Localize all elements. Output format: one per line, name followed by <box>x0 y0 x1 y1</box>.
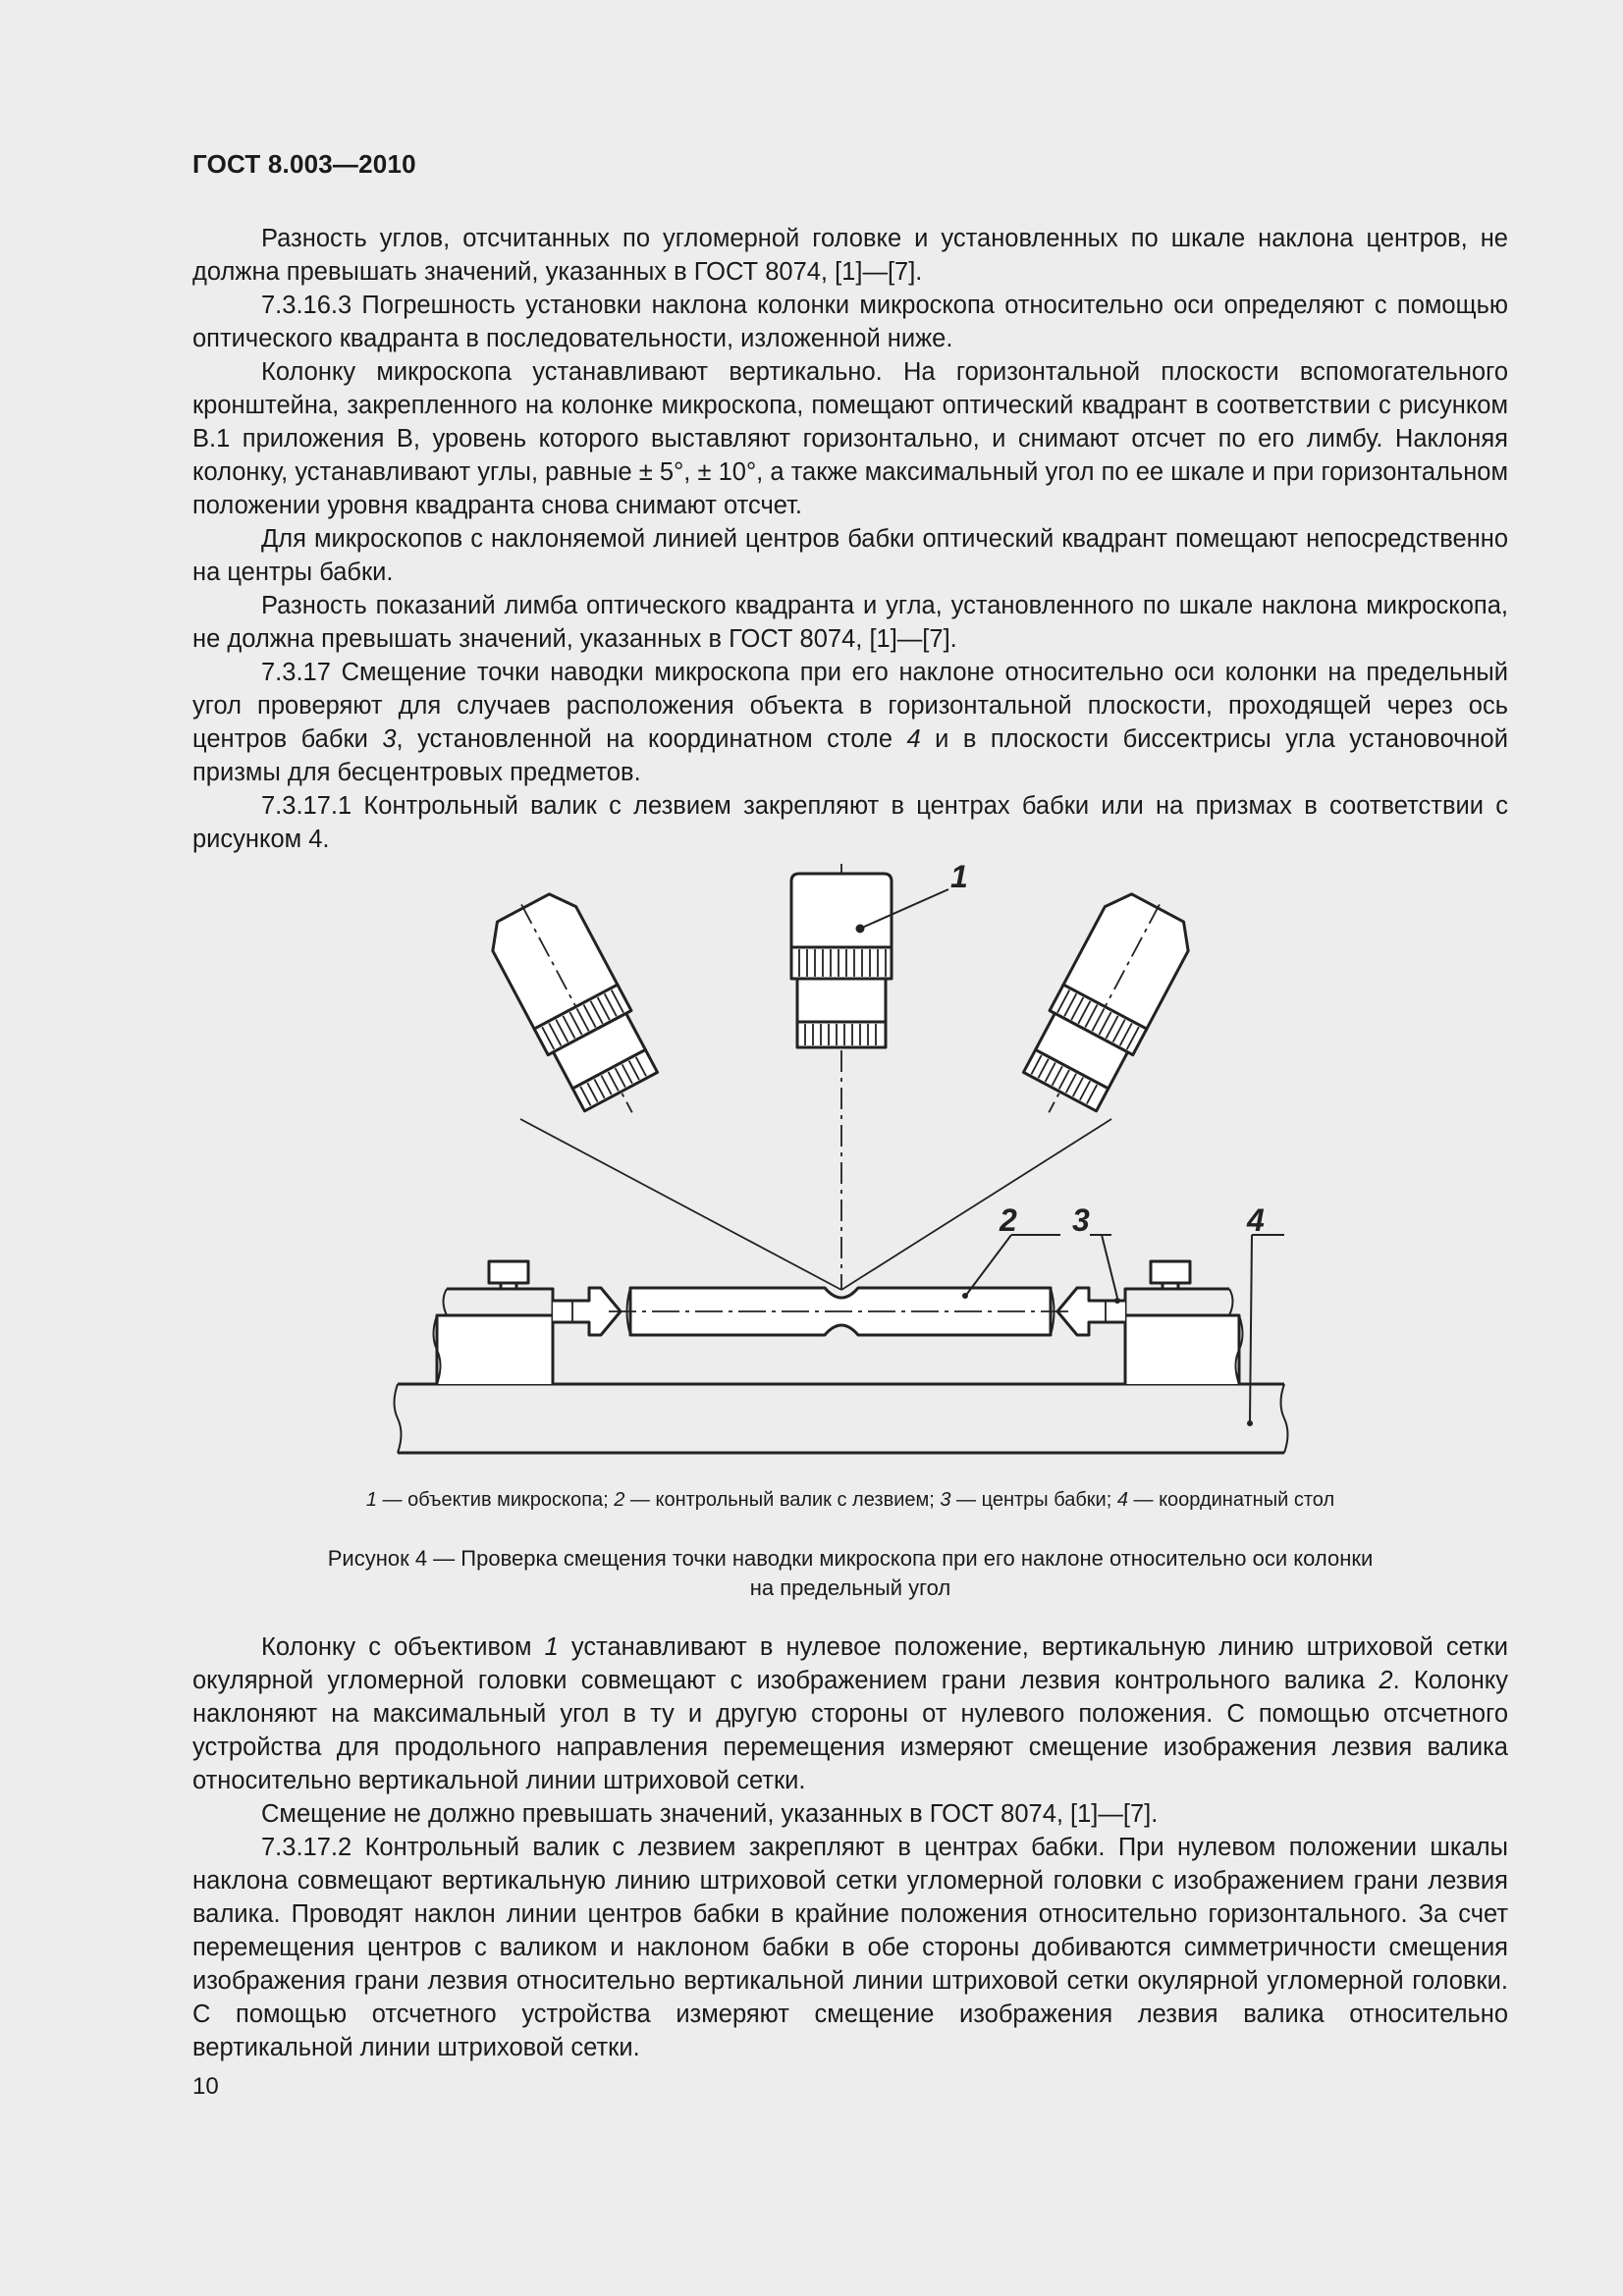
objective-left <box>480 882 674 1135</box>
paragraph-7-3-17-1: 7.3.17.1 Контрольный валик с лезвием закрепляют в центрах бабки или на призмах в соответствии с рисунком 4. <box>192 792 1508 853</box>
paragraph-7-3-17: 7.3.17 Смещение точки наводки микроскопа при его наклоне относительно оси колонки на предельный угол проверяют для случаев расположения объекта в горизонтальной плоскости, проходящей через ось центров бабки 3, установленной на координатном столе 4 и в плоскости биссектрисы угла установочной призмы для бесцентровых предметов. <box>192 659 1508 786</box>
paragraph: 7.3.16.3 Погрешность установки наклона колонки микроскопа относительно оси определяют с помощью оптического квадранта в последовательности, изложенной ниже. <box>192 292 1508 352</box>
objective-right <box>1007 882 1201 1135</box>
objective-center <box>791 874 948 1047</box>
paragraph-column: Колонку с объективом 1 устанавливают в нулевое положение, вертикальную линию штриховой сетки окулярной угломерной головки совмещают с изображением грани лезвия контрольного валика 2. Колонку наклоняют на максимальный угол в ту и другую стороны от нулевого положения. С помощью отсчетного устройства для продольного направления перемещения измеряют смещение изображения лезвия валика относительно вертикальной линии штриховой сетки. <box>192 1633 1508 1794</box>
label-1: 1 <box>950 859 968 894</box>
page-number: 10 <box>192 2073 219 2100</box>
label-2: 2 <box>1000 1202 1017 1238</box>
paragraph: Смещение не должно превышать значений, указанных в ГОСТ 8074, [1]—[7]. <box>261 1800 1159 1828</box>
text-block-bottom <box>192 1630 1508 2064</box>
coordinate-table <box>395 1384 1288 1453</box>
paragraph: Разность показаний лимба оптического квадранта и угла, установленного по шкале наклона микроскопа, не должна превышать значений, указанных в ГОСТ 8074, [1]—[7]. <box>192 592 1508 653</box>
label-4: 4 <box>1247 1202 1265 1238</box>
paragraph: Для микроскопов с наклоняемой линией центров бабки оптический квадрант помещают непосредственно на центры бабки. <box>192 525 1508 586</box>
paragraph: Разность углов, отсчитанных по угломерной головке и установленных по шкале наклона центров, не должна превышать значений, указанных в ГОСТ 8074, [1]—[7]. <box>192 225 1508 286</box>
figure-caption: Рисунок 4 — Проверка смещения точки наводки микроскопа при его наклоне относительно оси колонки на предельный угол <box>327 1546 1374 1600</box>
document-id-header: ГОСТ 8.003—2010 <box>192 149 416 179</box>
figure-4-drawing <box>373 854 1296 1463</box>
paragraph: Колонку микроскопа устанавливают вертикально. На горизонтальной плоскости вспомогательного кронштейна, закрепленного на колонке микроскопа, помещают оптический квадрант в соответствии с рисунком В.1 приложения В, уровень которого выставляют горизонтально, и снимают отсчет по его лимбу. Наклоняя колонку, устанавливают углы, равные ± 5°, ± 10°, а также максимальный угол по ее шкале и при горизонтальном положении уровня квадранта снова снимают отсчет. <box>192 358 1508 519</box>
label-3: 3 <box>1072 1202 1090 1238</box>
text-block-top <box>192 222 1508 856</box>
figure-legend: 1 — объектив микроскопа; 2 — контрольный валик с лезвием; 3 — центры бабки; 4 — координатный стол <box>365 1489 1335 1511</box>
paragraph: 7.3.17.2 Контрольный валик с лезвием закрепляют в центрах бабки. При нулевом положении шкалы наклона совмещают вертикальную линию штриховой сетки угломерной головки с изображением грани лезвия валика. Проводят наклон линии центров бабки в крайние положения относительно горизонтального. За счет перемещения центров с валиком и наклоном бабки в обе стороны добиваются симметричности смещения изображения грани лезвия относительно вертикальной линии штриховой сетки окулярной угломерной головки. С помощью отсчетного устройства измеряют смещение изображения лезвия валика относительно вертикальной линии штриховой сетки. <box>192 1834 1508 2061</box>
headstock-left <box>434 1261 622 1384</box>
headstock-right <box>1057 1261 1243 1384</box>
control-roller <box>609 1288 1072 1335</box>
